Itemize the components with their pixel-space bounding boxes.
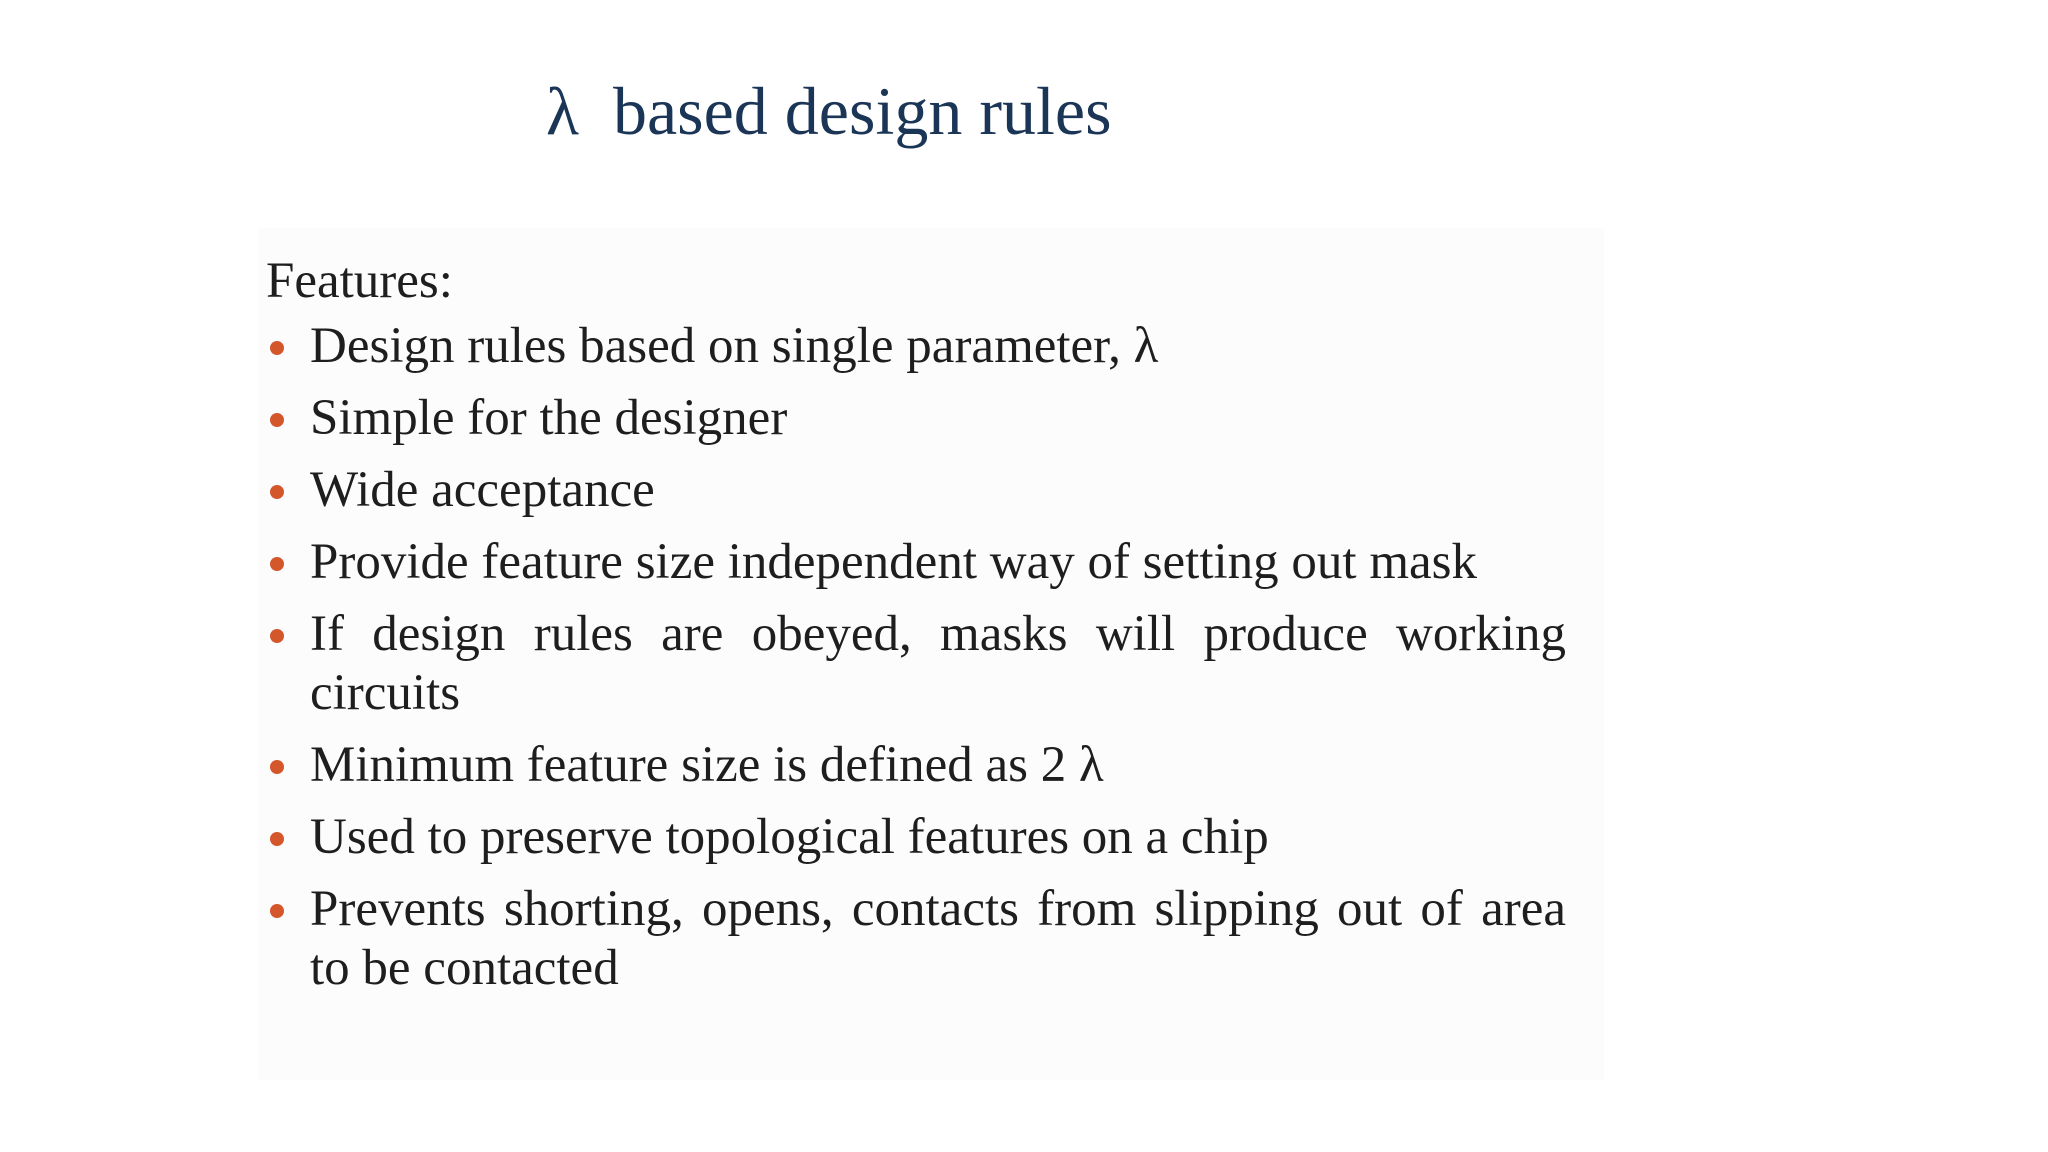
title-text: based design rules — [612, 73, 1112, 149]
list-item — [266, 808, 1566, 867]
bullet-text: Used to preserve topological features on a chip — [310, 809, 1269, 865]
list-item — [266, 533, 1566, 592]
bullet-icon — [270, 904, 284, 918]
list-item — [266, 880, 1566, 998]
bullet-icon — [270, 832, 284, 846]
bullet-icon — [270, 760, 284, 774]
bullet-text: If design rules are obeyed, masks will produce working circuits — [310, 606, 1566, 721]
list-item — [266, 389, 1566, 448]
features-heading: Features: — [266, 253, 453, 309]
list-item — [266, 461, 1566, 520]
bullet-icon — [270, 413, 284, 427]
bullet-text: Provide feature size independent way of setting out mask — [310, 534, 1477, 590]
bullet-text: Simple for the designer — [310, 390, 788, 446]
bullet-text: Minimum feature size is defined as 2 λ — [310, 737, 1104, 793]
bullet-text: Wide acceptance — [310, 462, 655, 518]
bullet-icon — [270, 341, 284, 355]
bullet-icon — [270, 557, 284, 571]
list-item — [266, 317, 1566, 376]
list-item — [266, 605, 1566, 723]
bullet-icon — [270, 485, 284, 499]
title-lambda-symbol: λ — [546, 73, 579, 149]
list-item — [266, 736, 1566, 795]
features-list — [266, 317, 1566, 1011]
slide-title — [546, 66, 1112, 156]
bullet-icon — [270, 629, 284, 643]
bullet-text: Design rules based on single parameter, λ — [310, 318, 1159, 374]
bullet-text: Prevents shorting, opens, contacts from slipping out of area to be contacted — [310, 881, 1566, 996]
